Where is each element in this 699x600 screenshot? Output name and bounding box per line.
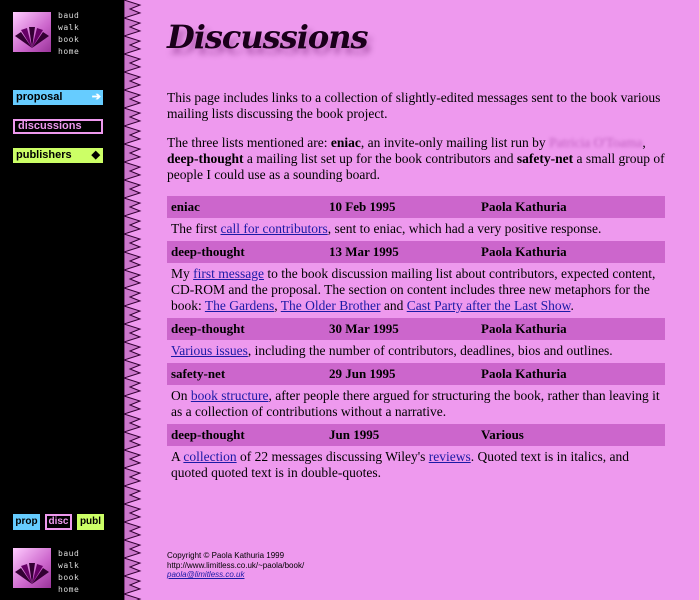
- table-row-header: [167, 363, 665, 385]
- list-name-eniac: eniac: [330, 135, 361, 150]
- text: My: [171, 266, 194, 281]
- text: and: [380, 298, 407, 313]
- text: a mailing list set up for the book contributors and: [243, 151, 517, 166]
- entry-date: 30 Mar 1995: [325, 318, 477, 340]
- entry-date: 13 Mar 1995: [325, 241, 477, 263]
- logo-line: baud: [58, 11, 80, 20]
- text: to the book discussion mailing list about contributors, expected content, CD-ROM and the proposal. The section on content includes three new metaphors for the book:: [171, 266, 656, 313]
- logo-line: book: [58, 35, 80, 44]
- logo-line: home: [58, 47, 80, 56]
- text: The three lists mentioned are:: [167, 135, 331, 150]
- mini-publ-label: publ: [79, 516, 102, 527]
- entry-description: [167, 218, 665, 241]
- entry-date: Jun 1995: [325, 424, 477, 446]
- text: .: [570, 298, 574, 313]
- link-the-older-brother[interactable]: The Older Brother: [280, 298, 381, 313]
- link-reviews[interactable]: reviews: [428, 449, 471, 464]
- table-row-header: [167, 241, 665, 263]
- entry-description: [167, 446, 665, 485]
- entry-date: 10 Feb 1995: [325, 196, 477, 218]
- link-book-structure[interactable]: book structure: [190, 388, 269, 403]
- list-name-deep-thought: deep-thought: [167, 151, 244, 166]
- logo-text[interactable]: [58, 10, 79, 58]
- link-various-issues[interactable]: Various issues: [171, 343, 248, 358]
- table-row-description: [167, 446, 665, 485]
- text: , an invite-only mailing list run by: [360, 135, 550, 150]
- logo-line: home: [58, 585, 80, 594]
- entry-description: [167, 340, 665, 363]
- logo-icon[interactable]: [13, 12, 51, 52]
- discussions-table: [167, 196, 665, 485]
- link-call-for-contributors[interactable]: call for contributors: [220, 221, 328, 236]
- link-cast-party[interactable]: Cast Party after the Last Show: [406, 298, 571, 313]
- table-row-description: [167, 385, 665, 424]
- entry-author: Paola Kathuria: [477, 196, 665, 218]
- footer-copyright: Copyright © Paola Kathuria 1999: [167, 551, 285, 560]
- entry-description: [167, 385, 665, 424]
- table-row-description: [167, 263, 665, 318]
- blurred-person-name: Patricia O'Toama: [549, 135, 643, 150]
- mini-publ-button[interactable]: [77, 514, 104, 530]
- logo-line: walk: [58, 561, 80, 570]
- table-row-header: [167, 318, 665, 340]
- mini-prop-label: prop: [15, 516, 38, 527]
- logo-line: walk: [58, 23, 80, 32]
- entry-list-name: safety-net: [167, 363, 325, 385]
- link-the-gardens[interactable]: The Gardens: [204, 298, 275, 313]
- sidebar-zigzag-border: [124, 0, 146, 600]
- entry-list-name: eniac: [167, 196, 325, 218]
- main-content: [167, 90, 665, 485]
- text: of 22 messages discussing Wiley's: [236, 449, 429, 464]
- diamond-icon: ◆: [91, 149, 100, 161]
- nav-discussions-button[interactable]: [13, 119, 103, 134]
- nav-publishers-button[interactable]: [13, 148, 103, 163]
- entry-list-name: deep-thought: [167, 241, 325, 263]
- entry-list-name: deep-thought: [167, 318, 325, 340]
- link-first-message[interactable]: first message: [193, 266, 264, 281]
- text: , including the number of contributors, deadlines, bios and outlines.: [247, 343, 613, 358]
- nav-proposal-button[interactable]: [13, 90, 103, 105]
- text: . Quoted text is in italics, and quoted quoted text is in double-quotes.: [171, 449, 629, 480]
- logo-line: book: [58, 573, 80, 582]
- footer: [167, 551, 304, 580]
- entry-list-name: deep-thought: [167, 424, 325, 446]
- entry-author: Various: [477, 424, 665, 446]
- text: On: [171, 388, 191, 403]
- text: , sent to eniac, which had a very positive response.: [327, 221, 602, 236]
- footer-url: http://www.limitless.co.uk/~paola/book/: [167, 560, 305, 570]
- nav-publishers-label: publishers: [16, 149, 72, 161]
- table-row-description: [167, 340, 665, 363]
- text: ,: [274, 298, 281, 313]
- nav-discussions-label: discussions: [18, 120, 82, 132]
- table-row-description: [167, 218, 665, 241]
- mini-disc-label: disc: [48, 516, 69, 527]
- nav-proposal-label: proposal: [16, 91, 63, 103]
- arrow-icon: ➔: [91, 91, 101, 103]
- logo-text[interactable]: [58, 548, 79, 596]
- logo-icon[interactable]: [13, 548, 51, 588]
- entry-author: Paola Kathuria: [477, 241, 665, 263]
- text: , after people there argued for structuring the book, rather than leaving it as a collection of contributions without a narrative.: [171, 388, 660, 419]
- mini-prop-button[interactable]: [13, 514, 40, 530]
- text: The first: [171, 221, 221, 236]
- table-row-header: [167, 196, 665, 218]
- logo-line: baud: [58, 549, 80, 558]
- entry-author: Paola Kathuria: [477, 363, 665, 385]
- link-collection[interactable]: collection: [183, 449, 237, 464]
- entry-author: Paola Kathuria: [477, 318, 665, 340]
- text: ,: [642, 135, 646, 150]
- entry-description: [167, 263, 665, 318]
- mini-disc-button[interactable]: [45, 514, 72, 530]
- intro-paragraph: This page includes links to a collection of slightly-edited messages sent to the book various mailing lists discussing the book project.: [167, 90, 661, 121]
- table-row-header: [167, 424, 665, 446]
- page-title: Discussions: [167, 18, 368, 56]
- entry-date: 29 Jun 1995: [325, 363, 477, 385]
- text: A: [171, 449, 184, 464]
- list-name-safety-net: safety-net: [516, 151, 574, 166]
- lists-paragraph: [167, 135, 665, 183]
- text: a small group of people I could use as a sounding board.: [167, 151, 665, 182]
- footer-email-link[interactable]: paola@limitless.co.uk: [167, 570, 245, 579]
